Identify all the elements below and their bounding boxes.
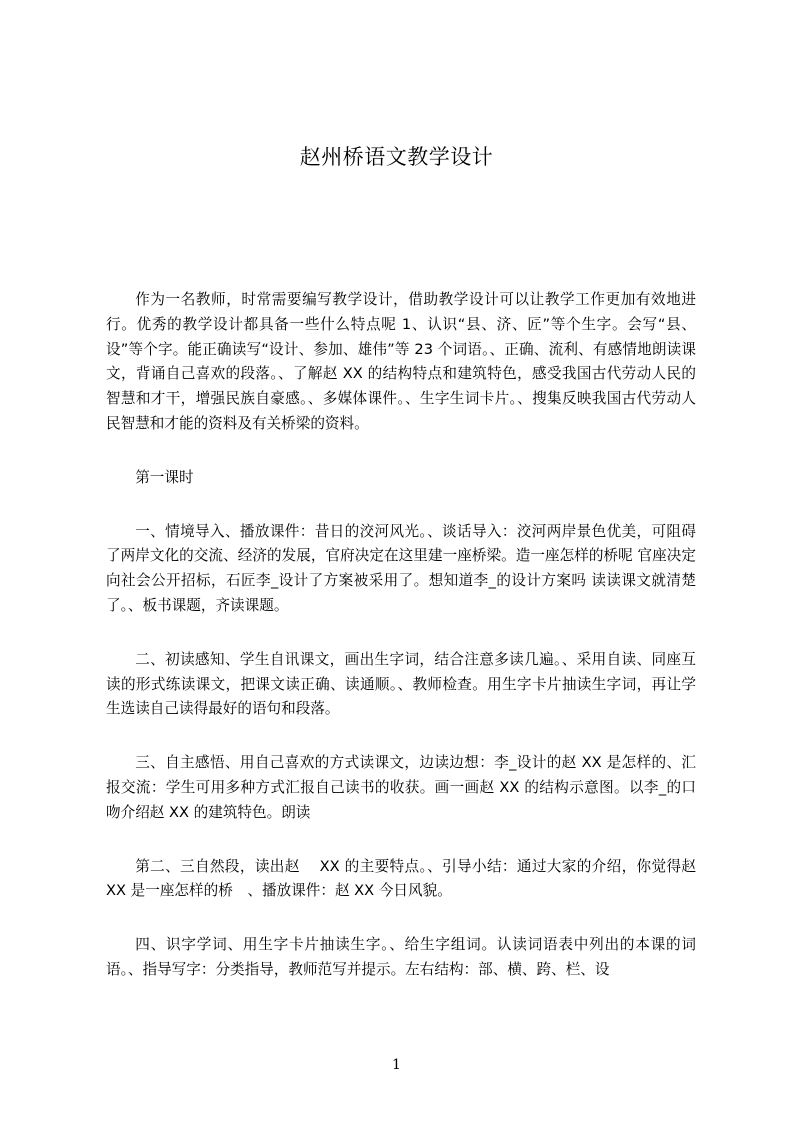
paragraph-part-four: 四、识字学词、用生字卡片抽读生字。、给生字组词。认读词语表中列出的本课的词语。、指导写字：分类指导，教师范写并提示。左右结构：部、横、跨、栏、设: [106, 936, 696, 978]
paragraph-part-two: 二、初读感知、学生自讯课文，画出生字词，结合注意多读几遍。、采用自读、同座互读的形式练读课文，把课文读正确、读通顺。、教师检查。用生字卡片抽读生字词，再让学生选读自己读得最好的语句和段落。: [106, 650, 696, 718]
paragraph-part-one: 一、情境导入、播放课件：昔日的洨河风光。、谈话导入：洨河两岸景色优美，可阻碍了两岸文化的交流、经济的发展，官府决定在这里建一座桥梁。造一座怎样的桥呢 官座决定向社会公开招标，石匠李_设计了方案被采用了。想知道李_的设计方案吗 读读课文就清楚了。、板书课题，齐读课题。: [106, 522, 696, 614]
document-title: 赵州桥语文教学设计: [299, 145, 494, 169]
section-heading: 第一课时: [135, 468, 194, 486]
paragraph-part-three: 三、自主感悟、用自己喜欢的方式读课文，边读边想：李_设计的赵 XX 是怎样的、汇报交流：学生可用多种方式汇报自己读书的收获。画一画赵 XX 的结构示意图。以李_的口吻介绍赵 XX 的建筑特色。朗读: [106, 754, 696, 821]
paragraph-reading-note: 第二、三自然段，读出赵 XX 的主要特点。、引导小结：通过大家的介绍，你觉得赵 XX 是一座怎样的桥 、播放课件：赵 XX 今日风貌。: [106, 857, 696, 900]
intro-paragraph: 作为一名教师，时常需要编写教学设计，借助教学设计可以让教学工作更加有效地进行。优秀的教学设计都具备一些什么特点呢 1、认识“县、济、匠”等个生字。会写“县、设”等个字。能正确读写“设计、参加、雄伟”等 23 个词语。、正确、流利、有感情地朗读课文，背诵自己喜欢的段落。、了解赵 XX 的结构特点和建筑特色，感受我国古代劳动人民的智慧和才干，增强民族自豪感。、多媒体课件。、生字生词卡片。、搜集反映我国古代劳动人民智慧和才能的资料及有关桥梁的资料。: [106, 291, 696, 432]
page-number: 1: [392, 1057, 401, 1073]
document-body: [106, 288, 696, 1012]
